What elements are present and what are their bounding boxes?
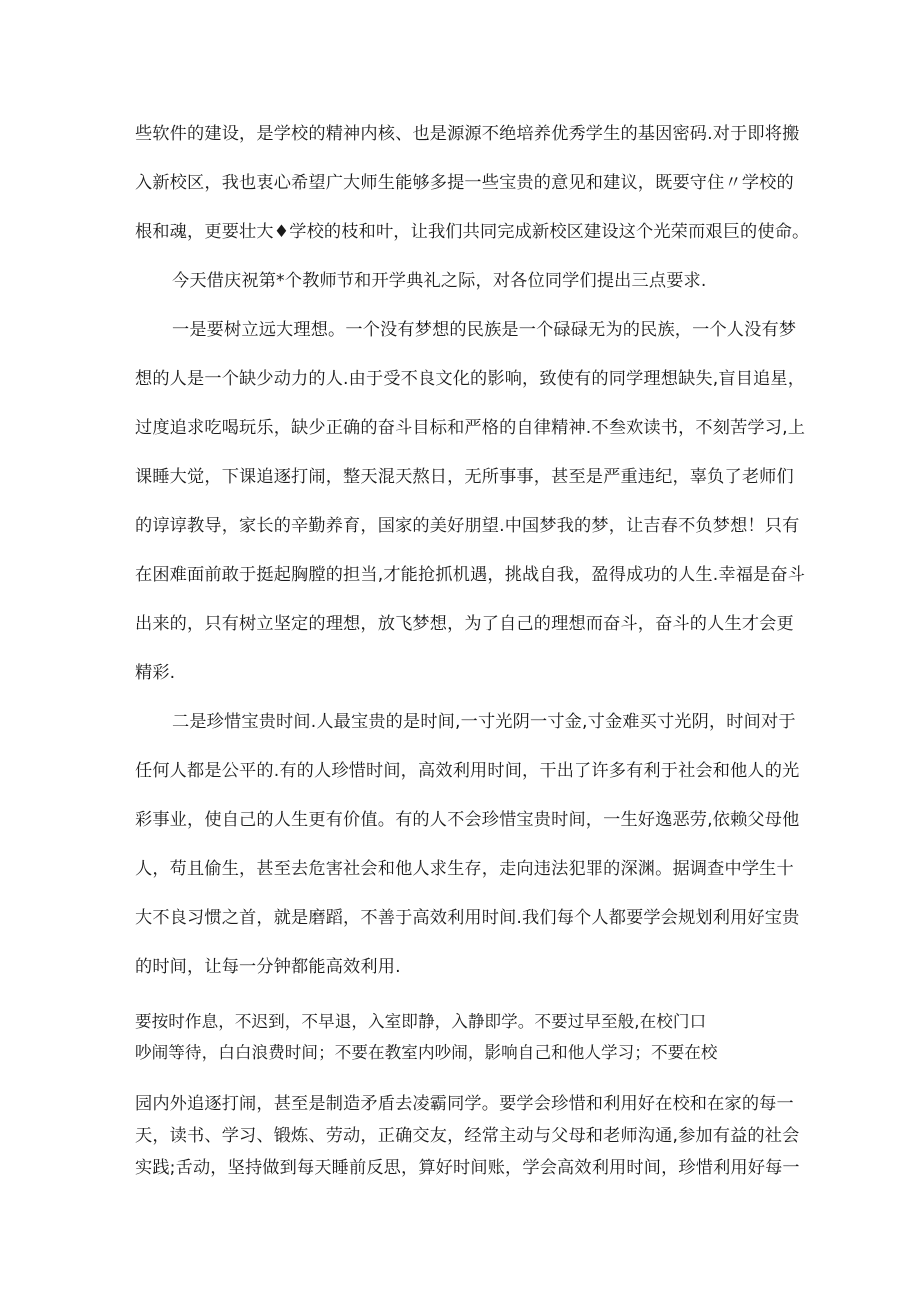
paragraph-line: 吵闹等待，白白浪费时间；不要在教室内吵闹，影响自己和他人学习；不要在校 xyxy=(135,1043,718,1062)
paragraph-line: 大不良习惯之首，就是磨蹈，不善于高效利用时间.我们每个人都要学会规划利用好宝贵 xyxy=(135,908,800,928)
paragraph-line: 一是要树立远大理想。一个没有梦想的民族是一个碌碌无为的民族，一个人没有梦 xyxy=(172,320,797,340)
paragraph-line: 根和魂，更要壮大♦学校的枝和叶，让我们共同完成新校区建设这个光荣而艰巨的使命。 xyxy=(135,222,810,242)
paragraph-line: 入新校区，我也衷心希望广大师生能够多提一些宝贵的意见和建议，既要守住〃学校的 xyxy=(135,173,794,193)
paragraph-line: 出来的，只有树立坚定的理想，放飞梦想，为了自己的理想而奋斗，奋斗的人生才会更 xyxy=(135,614,794,634)
paragraph-line: 些软件的建设，是学校的精神内核、也是源源不绝培养优秀学生的基因密码.对于即将搬 xyxy=(135,124,800,144)
paragraph-line: 园内外追逐打闹，甚至是制造矛盾去凌霸同学。要学会珍惜和利用好在校和在家的每一 xyxy=(135,1094,794,1114)
paragraph-line: 要按时作息，不迟到，不早退，入室即静，入静即学。不要过早至般,在校门口 xyxy=(135,1012,707,1031)
paragraph-line: 实践;舌动，坚持做到每天睡前反思，算好时间账，学会高效利用时间，珍惜利用好每一 xyxy=(135,1158,800,1178)
paragraph-line: 的谆谆教导，家长的辛勤养育，国家的美好朋望.中国梦我的梦，让吉春不负梦想！只有 xyxy=(135,516,800,536)
paragraph-line: 任何人都是公平的.有的人珍惜时间，高效利用时间，干出了许多有利于社会和他人的光 xyxy=(135,761,800,781)
paragraph-line: 精彩. xyxy=(135,663,176,683)
paragraph-line: 过度追求吃喝玩乐，缺少正确的奋斗目标和严格的自律精神.不叁欢读书，不刻苦学习,上 xyxy=(135,418,806,438)
paragraph-line: 在困难面前敢于挺起胸膛的担当,才能抢抓机遇，挑战自我，盈得成功的人生.幸福是奋斗 xyxy=(135,565,806,585)
paragraph-line: 人，苟且偷生，甚至去危害社会和他人求生存，走向违法犯罪的深渊。据调查中学生十 xyxy=(135,859,794,879)
paragraph-line: 二是珍惜宝贵时间.人最宝贵的是时间,一寸光阴一寸金,寸金难买寸光阴，时间对于 xyxy=(172,712,796,732)
paragraph-line: 的时间，让每一分钟都能高效利用. xyxy=(135,957,401,977)
paragraph-line: 课睡大觉，下课追逐打闹，整天混天熬日，无所事事，甚至是严重违纪，辜负了老师们 xyxy=(135,467,794,487)
paragraph-line: 天，读书、学习、锻炼、劳动，正确交友，经常主动与父母和老师沟通,参加有益的社会 xyxy=(135,1126,800,1146)
paragraph-line: 想的人是一个缺少动力的人.由于受不良文化的影响，致使有的同学理想缺失,盲目追星， xyxy=(135,369,806,389)
paragraph-line: 彩事业，使自己的人生更有价值。有的人不会珍惜宝贵时间，一生好逸恶劳,依赖父母他 xyxy=(135,810,800,830)
paragraph-line: 今天借庆祝第*个教师节和开学典礼之际，对各位同学们提出三点要求. xyxy=(172,271,707,291)
